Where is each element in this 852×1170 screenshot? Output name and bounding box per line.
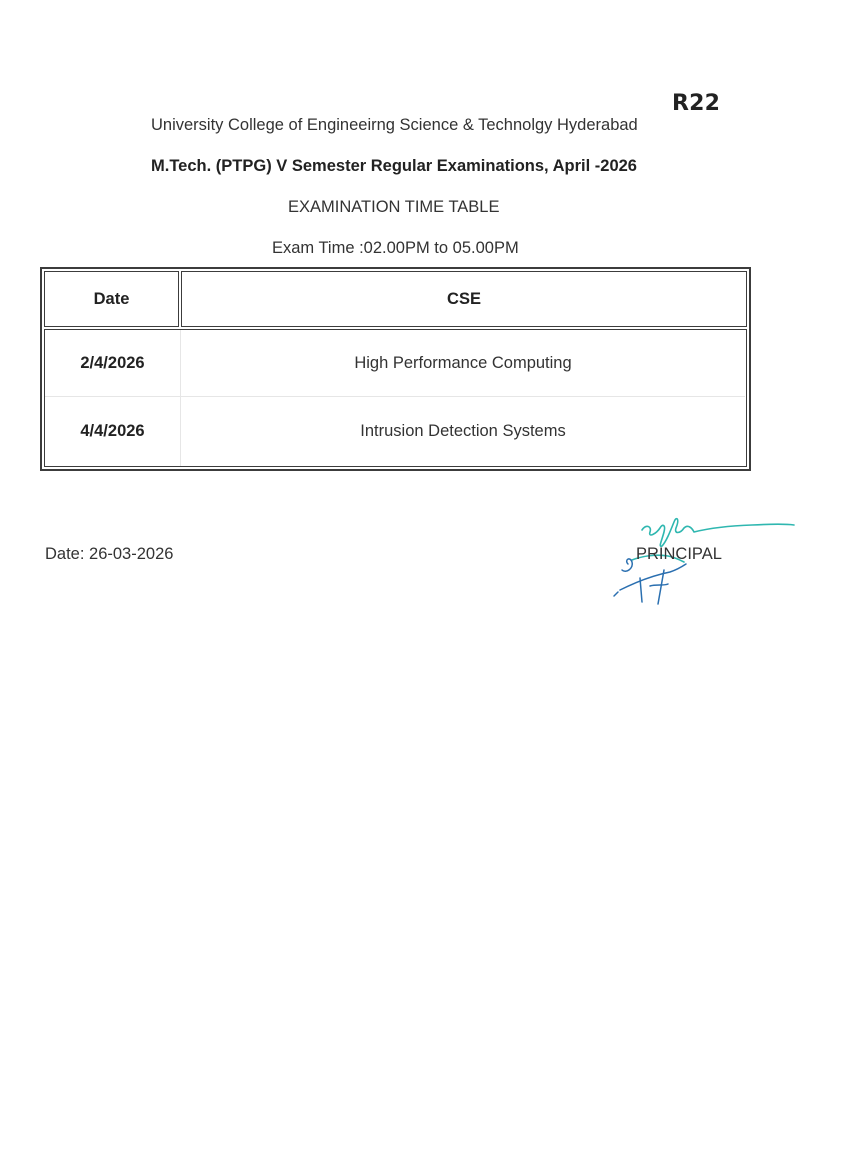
table-row-2-date: 4/4/2026 bbox=[80, 422, 145, 440]
college-name: University College of Engineeirng Science & Technolgy Hyderabad bbox=[151, 116, 638, 134]
issue-date: Date: 26-03-2026 bbox=[45, 545, 174, 563]
exam-title: M.Tech. (PTPG) V Semester Regular Examinations, April -2026 bbox=[151, 157, 637, 175]
principal-label: PRINCIPAL bbox=[636, 545, 722, 563]
timetable-heading: EXAMINATION TIME TABLE bbox=[288, 198, 500, 216]
exam-time: Exam Time :02.00PM to 05.00PM bbox=[272, 239, 519, 257]
column-header-date: Date bbox=[44, 271, 179, 327]
column-header-cse: CSE bbox=[181, 271, 747, 327]
table-row-1-date: 2/4/2026 bbox=[80, 353, 145, 372]
timetable bbox=[40, 267, 751, 471]
table-row-2-subject: Intrusion Detection Systems bbox=[360, 422, 566, 440]
table-body bbox=[44, 329, 747, 467]
regulation-code: R22 bbox=[672, 91, 721, 116]
table-row-1-subject: High Performance Computing bbox=[354, 353, 572, 372]
